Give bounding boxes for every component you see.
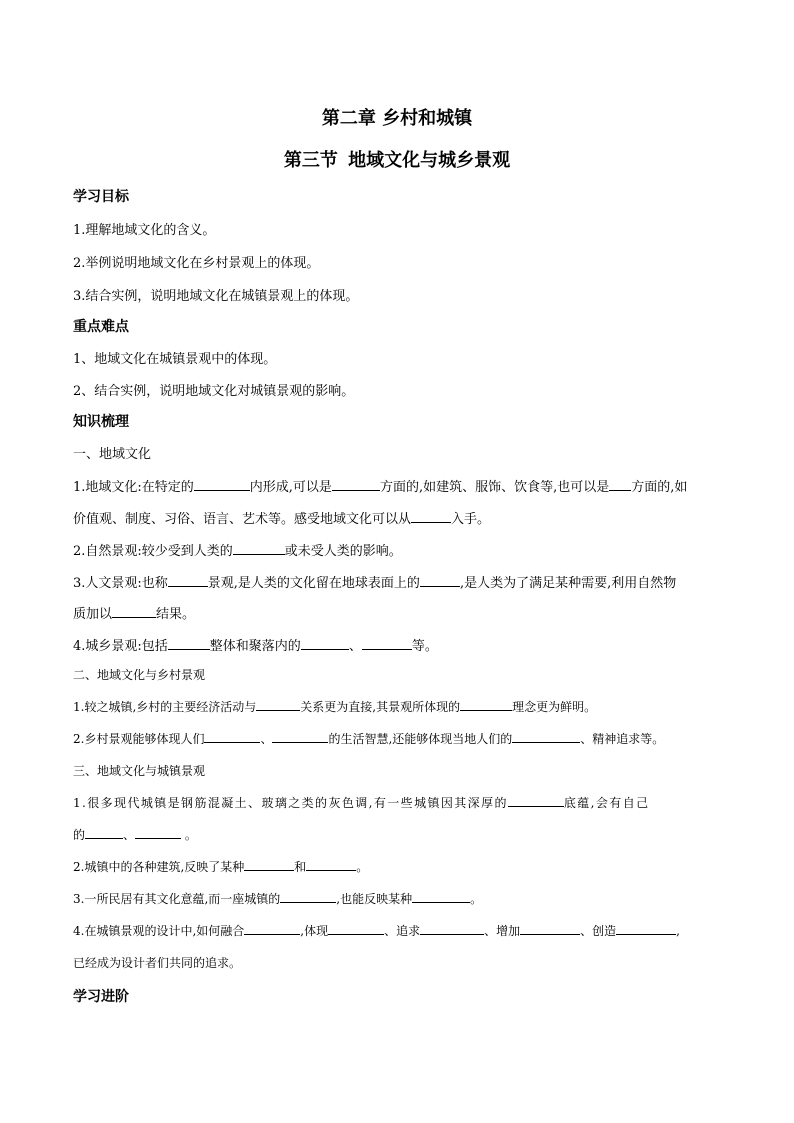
objectives-heading: 学习目标 [73, 189, 129, 205]
chapter-title: 第二章 乡村和城镇 [321, 108, 473, 129]
answer-blank[interactable] [420, 923, 484, 935]
answer-blank[interactable] [168, 575, 208, 587]
answer-blank[interactable] [616, 923, 676, 935]
fill-question: 2.城镇中的各种建筑,反映了某种 和 。 [73, 860, 369, 874]
objective-item: 2.举例说明地域文化在乡村景观上的体现。 [73, 256, 320, 271]
answer-blank[interactable] [280, 891, 336, 903]
part1-heading: 一、地域文化 [73, 447, 152, 462]
part3-heading: 三、地域文化与城镇景观 [73, 764, 206, 778]
fill-question: 质加以 结果。 [73, 607, 196, 622]
answer-blank[interactable] [204, 731, 260, 743]
answer-blank[interactable] [508, 795, 564, 807]
part2-heading: 二、地域文化与乡村景观 [73, 668, 206, 682]
answer-blank[interactable] [420, 575, 460, 587]
advance-heading: 学习进阶 [73, 989, 129, 1005]
objective-item: 3.结合实例，说明地域文化在城镇景观上的体现。 [73, 289, 359, 304]
answer-blank[interactable] [412, 891, 470, 903]
answer-blank[interactable] [301, 638, 349, 650]
answer-blank[interactable] [194, 479, 250, 491]
answer-blank[interactable] [332, 479, 380, 491]
fill-question: 价值观、制度、习俗、语言、艺术等。感受地域文化可以从 入手。 [73, 512, 491, 527]
fill-question: 3.人文景观:也称 景观,是人类的文化留在地球表面上的 ,是人类为了满足某种需要,利用自然物 [73, 576, 677, 591]
answer-blank[interactable] [244, 859, 294, 871]
answer-blank[interactable] [512, 731, 580, 743]
objective-item: 1.理解地域文化的含义。 [73, 223, 216, 238]
fill-question-continuation: 已经成为设计者们共同的追求。 [73, 956, 242, 970]
answer-blank[interactable] [233, 543, 285, 555]
fill-question: 1.地域文化:在特定的 内形成,可以是 方面的,如建筑、服饰、饮食等,也可以是 方面的,如 [73, 480, 688, 495]
answer-blank[interactable] [460, 699, 512, 711]
key-points-heading: 重点难点 [73, 319, 129, 335]
fill-question: 2.自然景观:较少受到人类的 或未受人类的影响。 [73, 544, 402, 559]
answer-blank[interactable] [306, 859, 356, 871]
knowledge-heading: 知识梳理 [73, 414, 129, 430]
key-point-item: 1、地域文化在城镇景观中的体现。 [73, 352, 277, 367]
answer-blank[interactable] [520, 923, 580, 935]
fill-question: 4.城乡景观:包括 整体和聚落内的 、 等。 [73, 639, 438, 654]
answer-blank[interactable] [362, 638, 412, 650]
section-title: 第三节 地域文化与城乡景观 [283, 150, 511, 171]
answer-blank[interactable] [112, 606, 156, 618]
fill-question: 4.在城镇景观的设计中,如何融合 ,体现 、追求 、增加 、创造 , [73, 924, 680, 938]
answer-blank[interactable] [85, 827, 123, 839]
answer-blank[interactable] [411, 511, 451, 523]
fill-question: 3.一所民居有其文化意蕴,而一座城镇的 ,也能反映某种 。 [73, 892, 483, 906]
fill-question: 1.很多现代城镇是钢筋混凝土、玻璃之类的灰色调,有一些城镇因其深厚的 底蕴,会有自己 [73, 796, 650, 810]
answer-blank[interactable] [256, 699, 300, 711]
answer-blank[interactable] [244, 923, 300, 935]
key-point-item: 2、结合实例，说明地域文化对城镇景观的影响。 [73, 384, 355, 399]
fill-question: 2.乡村景观能够体现人们 、 的生活智慧,还能够体现当地人们的 、精神追求等。 [73, 732, 665, 746]
answer-blank[interactable] [135, 827, 181, 839]
answer-blank[interactable] [609, 479, 631, 491]
answer-blank[interactable] [272, 731, 328, 743]
answer-blank[interactable] [168, 638, 210, 650]
answer-blank[interactable] [328, 923, 384, 935]
fill-question: 的 、 。 [73, 828, 197, 842]
fill-question: 1.较之城镇,乡村的主要经济活动与 关系更为直接,其景观所体现的 理念更为鲜明。 [73, 700, 597, 714]
